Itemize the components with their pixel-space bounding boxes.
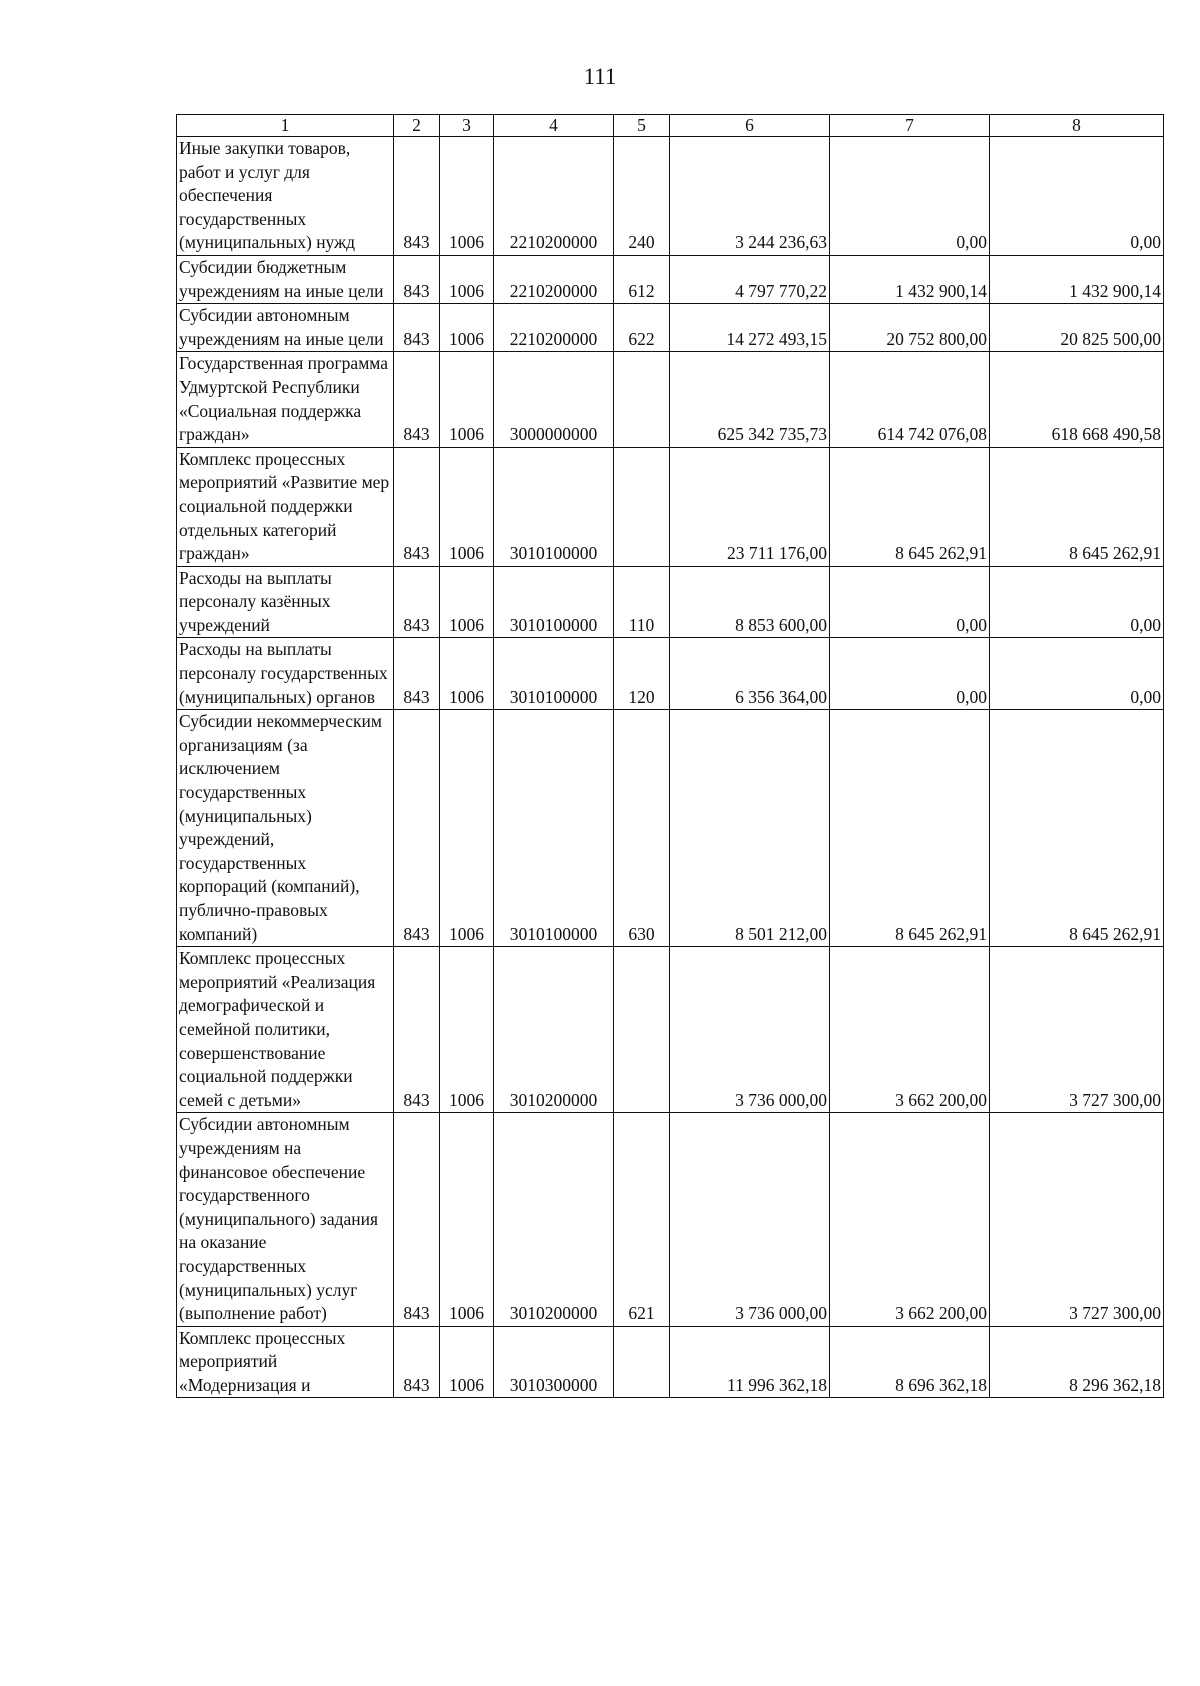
cell-expense-type: 630 <box>614 710 670 947</box>
budget-table <box>176 114 1164 1398</box>
cell-amount-2: 8 645 262,91 <box>830 447 990 566</box>
header-row <box>177 115 1164 137</box>
cell-amount-1: 23 711 176,00 <box>670 447 830 566</box>
cell-section-code: 1006 <box>440 710 494 947</box>
col-header: 7 <box>830 115 990 137</box>
col-header: 8 <box>990 115 1164 137</box>
cell-expense-type: 120 <box>614 638 670 710</box>
cell-amount-2: 3 662 200,00 <box>830 1113 990 1326</box>
cell-ministry-code: 843 <box>394 1326 440 1398</box>
col-header: 2 <box>394 115 440 137</box>
cell-target-code: 2210200000 <box>494 255 614 303</box>
cell-ministry-code: 843 <box>394 304 440 352</box>
cell-section-code: 1006 <box>440 304 494 352</box>
col-header: 4 <box>494 115 614 137</box>
table-row <box>177 1326 1164 1398</box>
table-row <box>177 947 1164 1113</box>
cell-amount-2: 0,00 <box>830 566 990 638</box>
cell-ministry-code: 843 <box>394 638 440 710</box>
cell-expense-type: 110 <box>614 566 670 638</box>
row-name: Расходы на выплаты персоналу государственных (муниципальных) органов <box>177 638 394 710</box>
cell-amount-3: 0,00 <box>990 137 1164 256</box>
cell-amount-3: 1 432 900,14 <box>990 255 1164 303</box>
cell-amount-2: 3 662 200,00 <box>830 947 990 1113</box>
cell-amount-1: 11 996 362,18 <box>670 1326 830 1398</box>
table-row <box>177 304 1164 352</box>
cell-amount-2: 8 645 262,91 <box>830 710 990 947</box>
cell-target-code: 2210200000 <box>494 304 614 352</box>
table-row <box>177 710 1164 947</box>
cell-target-code: 2210200000 <box>494 137 614 256</box>
table-row <box>177 352 1164 447</box>
cell-ministry-code: 843 <box>394 710 440 947</box>
cell-amount-2: 20 752 800,00 <box>830 304 990 352</box>
cell-amount-1: 3 736 000,00 <box>670 1113 830 1326</box>
cell-amount-2: 0,00 <box>830 137 990 256</box>
table-row <box>177 566 1164 638</box>
row-name: Расходы на выплаты персоналу казённых учреждений <box>177 566 394 638</box>
cell-expense-type: 622 <box>614 304 670 352</box>
cell-amount-1: 3 736 000,00 <box>670 947 830 1113</box>
cell-amount-2: 614 742 076,08 <box>830 352 990 447</box>
cell-expense-type <box>614 352 670 447</box>
cell-target-code: 3010300000 <box>494 1326 614 1398</box>
cell-target-code: 3010100000 <box>494 566 614 638</box>
cell-amount-1: 8 501 212,00 <box>670 710 830 947</box>
cell-amount-3: 20 825 500,00 <box>990 304 1164 352</box>
cell-amount-3: 0,00 <box>990 638 1164 710</box>
cell-section-code: 1006 <box>440 447 494 566</box>
cell-section-code: 1006 <box>440 255 494 303</box>
cell-amount-3: 0,00 <box>990 566 1164 638</box>
col-header: 5 <box>614 115 670 137</box>
row-name: Субсидии автономным учреждениям на финансовое обеспечение государственного (муниципального) задания на оказание государственных (муниципальных) услуг (выполнение работ) <box>177 1113 394 1326</box>
cell-expense-type: 621 <box>614 1113 670 1326</box>
cell-amount-1: 14 272 493,15 <box>670 304 830 352</box>
cell-section-code: 1006 <box>440 1326 494 1398</box>
table-row <box>177 137 1164 256</box>
cell-ministry-code: 843 <box>394 255 440 303</box>
cell-target-code: 3010200000 <box>494 1113 614 1326</box>
cell-target-code: 3010200000 <box>494 947 614 1113</box>
cell-amount-1: 3 244 236,63 <box>670 137 830 256</box>
cell-amount-2: 0,00 <box>830 638 990 710</box>
cell-target-code: 3010100000 <box>494 710 614 947</box>
cell-expense-type: 240 <box>614 137 670 256</box>
cell-section-code: 1006 <box>440 947 494 1113</box>
page-number: 111 <box>583 64 617 89</box>
cell-target-code: 3010100000 <box>494 638 614 710</box>
cell-target-code: 3000000000 <box>494 352 614 447</box>
cell-section-code: 1006 <box>440 566 494 638</box>
table-row <box>177 1113 1164 1326</box>
row-name: Субсидии автономным учреждениям на иные цели <box>177 304 394 352</box>
cell-section-code: 1006 <box>440 352 494 447</box>
cell-amount-1: 4 797 770,22 <box>670 255 830 303</box>
cell-ministry-code: 843 <box>394 137 440 256</box>
cell-amount-1: 625 342 735,73 <box>670 352 830 447</box>
col-header: 6 <box>670 115 830 137</box>
col-header: 3 <box>440 115 494 137</box>
cell-ministry-code: 843 <box>394 1113 440 1326</box>
cell-amount-3: 8 645 262,91 <box>990 710 1164 947</box>
cell-amount-2: 8 696 362,18 <box>830 1326 990 1398</box>
col-header: 1 <box>177 115 394 137</box>
row-name: Комплекс процессных мероприятий «Модернизация и <box>177 1326 394 1398</box>
cell-amount-3: 8 296 362,18 <box>990 1326 1164 1398</box>
cell-expense-type <box>614 947 670 1113</box>
cell-section-code: 1006 <box>440 137 494 256</box>
cell-amount-3: 8 645 262,91 <box>990 447 1164 566</box>
cell-ministry-code: 843 <box>394 566 440 638</box>
cell-amount-1: 8 853 600,00 <box>670 566 830 638</box>
cell-ministry-code: 843 <box>394 947 440 1113</box>
cell-expense-type <box>614 1326 670 1398</box>
cell-expense-type: 612 <box>614 255 670 303</box>
cell-amount-3: 3 727 300,00 <box>990 1113 1164 1326</box>
cell-expense-type <box>614 447 670 566</box>
cell-ministry-code: 843 <box>394 447 440 566</box>
row-name: Комплекс процессных мероприятий «Реализация демографической и семейной политики, совершенствование социальной поддержки семей с детьми» <box>177 947 394 1113</box>
cell-section-code: 1006 <box>440 1113 494 1326</box>
cell-section-code: 1006 <box>440 638 494 710</box>
row-name: Иные закупки товаров, работ и услуг для обеспечения государственных (муниципальных) нужд <box>177 137 394 256</box>
cell-target-code: 3010100000 <box>494 447 614 566</box>
row-name: Государственная программа Удмуртской Республики «Социальная поддержка граждан» <box>177 352 394 447</box>
cell-amount-2: 1 432 900,14 <box>830 255 990 303</box>
cell-amount-3: 3 727 300,00 <box>990 947 1164 1113</box>
row-name: Субсидии некоммерческим организациям (за исключением государственных (муниципальных) учреждений, государственных корпораций (компаний), публично-правовых компаний) <box>177 710 394 947</box>
table-row <box>177 638 1164 710</box>
cell-amount-3: 618 668 490,58 <box>990 352 1164 447</box>
cell-ministry-code: 843 <box>394 352 440 447</box>
cell-amount-1: 6 356 364,00 <box>670 638 830 710</box>
table-row <box>177 447 1164 566</box>
row-name: Комплекс процессных мероприятий «Развитие мер социальной поддержки отдельных категорий граждан» <box>177 447 394 566</box>
row-name: Субсидии бюджетным учреждениям на иные цели <box>177 255 394 303</box>
table-row <box>177 255 1164 303</box>
